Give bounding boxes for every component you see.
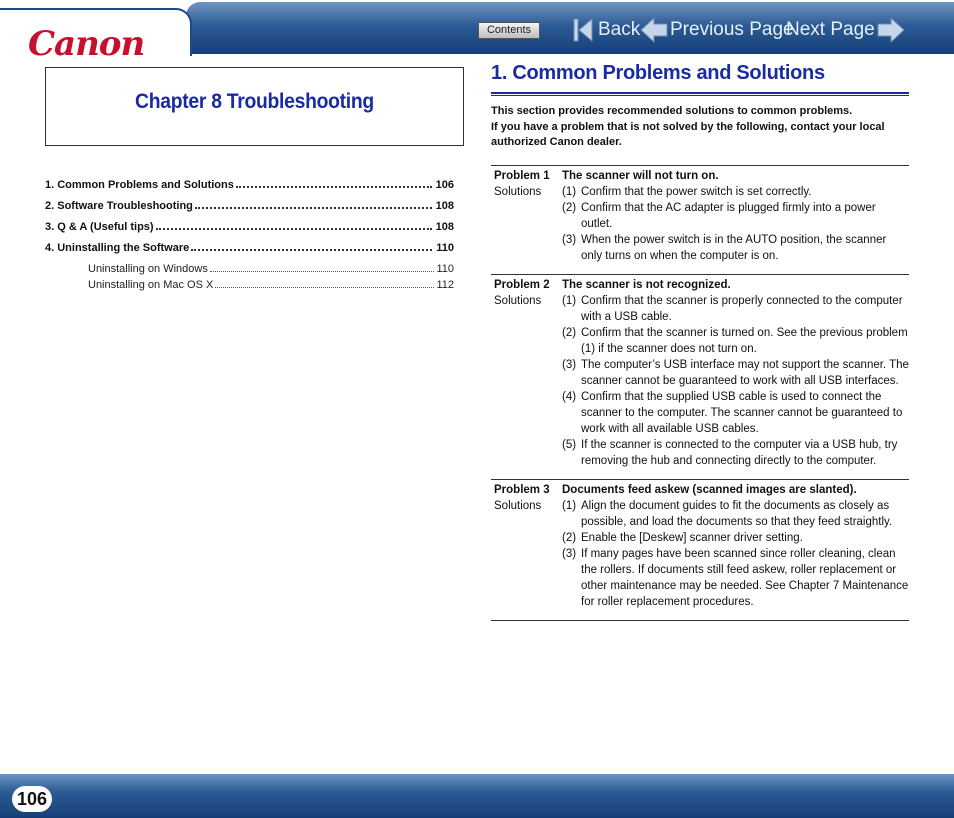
toc-entry-label: 3. Q & A (Useful tips) xyxy=(45,221,154,233)
toc-leader xyxy=(210,271,435,272)
canon-logo: Canon xyxy=(28,24,145,64)
solution-number: (1) xyxy=(562,295,577,307)
toc-entry[interactable] xyxy=(45,179,454,191)
solutions-list xyxy=(562,498,909,610)
solution-text: Enable the [Deskew] scanner driver setting. xyxy=(581,532,803,544)
solution-text: Confirm that the power switch is set correctly. xyxy=(581,186,812,198)
toc-leader xyxy=(191,249,432,251)
right-arrow-icon xyxy=(877,15,905,45)
previous-page-button[interactable] xyxy=(640,14,794,46)
toc-entry-page: 108 xyxy=(435,221,454,233)
solution-text: If many pages have been scanned since roller cleaning, clean the rollers. If documents still feed askew, roller replacement or other maintenance may be needed. See Chapter 7 Maintenance for roller replacement procedures. xyxy=(581,548,909,608)
title-underline xyxy=(491,92,909,96)
intro-line: If you have a problem that is not solved by the following, contact your local authorized Canon dealer. xyxy=(491,120,885,148)
solution-item xyxy=(562,325,909,357)
solution-text: Confirm that the scanner is turned on. See the previous problem (1) if the scanner does not turn on. xyxy=(581,327,908,355)
chapter-title: Chapter 8 Troubleshooting xyxy=(135,90,374,113)
toc-subentry-label: Uninstalling on Mac OS X xyxy=(88,279,214,291)
toc-subentry-page: 110 xyxy=(436,263,454,275)
header-bar xyxy=(0,0,954,64)
section-title: 1. Common Problems and Solutions xyxy=(491,62,825,84)
left-arrow-icon xyxy=(640,15,668,45)
toc-entry-label: 1. Common Problems and Solutions xyxy=(45,179,234,191)
problem-text: The scanner is not recognized. xyxy=(562,279,731,291)
solution-number: (2) xyxy=(562,202,577,214)
solution-item xyxy=(562,200,909,232)
solution-text: Align the document guides to fit the documents as closely as possible, and load the documents so that they feed straightly. xyxy=(581,500,893,528)
solution-number: (1) xyxy=(562,500,577,512)
solutions-label: Solutions xyxy=(494,186,542,198)
toc-entry[interactable] xyxy=(45,200,454,212)
page-number: 106 xyxy=(12,786,52,812)
footer-bar xyxy=(0,774,954,818)
problem-block xyxy=(491,479,909,610)
problem-text: The scanner will not turn on. xyxy=(562,170,719,182)
solution-item xyxy=(562,357,909,389)
problem-label: Problem 3 xyxy=(494,484,550,496)
solutions-label: Solutions xyxy=(494,295,542,307)
toc-entry[interactable] xyxy=(45,242,454,254)
solution-text: Confirm that the supplied USB cable is used to connect the scanner to the computer. The scanner cannot be guaranteed to work with all available USB cables. xyxy=(581,391,903,435)
solution-number: (3) xyxy=(562,359,577,371)
solution-number: (5) xyxy=(562,439,577,451)
solution-item xyxy=(562,293,909,325)
toc-entry-page: 108 xyxy=(435,200,454,212)
toc-subentry-page: 112 xyxy=(436,279,454,291)
solutions-list xyxy=(562,184,909,264)
solution-item xyxy=(562,184,909,200)
toc-subentry[interactable] xyxy=(88,263,454,275)
problem-text: Documents feed askew (scanned images are slanted). xyxy=(562,484,857,496)
problem-block xyxy=(491,165,909,264)
solution-number: (2) xyxy=(562,532,577,544)
contents-button[interactable]: Contents xyxy=(478,22,540,39)
back-to-start-icon xyxy=(572,15,594,45)
toc-leader xyxy=(195,207,432,209)
problem-block xyxy=(491,274,909,469)
solution-number: (2) xyxy=(562,327,577,339)
table-bottom-rule xyxy=(491,620,909,621)
solution-text: Confirm that the AC adapter is plugged firmly into a power outlet. xyxy=(581,202,876,230)
solution-item xyxy=(562,232,909,264)
solutions-list xyxy=(562,293,909,469)
solution-number: (1) xyxy=(562,186,577,198)
solution-item xyxy=(562,389,909,437)
solution-item xyxy=(562,530,909,546)
toc-entry-label: 2. Software Troubleshooting xyxy=(45,200,193,212)
solutions-label: Solutions xyxy=(494,500,542,512)
toc-entry-page: 110 xyxy=(436,242,454,254)
previous-page-label: Previous Page xyxy=(670,19,794,40)
solution-number: (3) xyxy=(562,234,577,246)
toc-entry-page: 106 xyxy=(435,179,454,191)
solution-item xyxy=(562,546,909,610)
intro-line: This section provides recommended solutions to common problems. xyxy=(491,105,853,117)
problem-label: Problem 2 xyxy=(494,279,550,291)
toc-subentry[interactable] xyxy=(88,279,454,291)
toc-entry[interactable] xyxy=(45,221,454,233)
problem-label: Problem 1 xyxy=(494,170,550,182)
toc-leader xyxy=(215,287,434,288)
solution-item xyxy=(562,498,909,530)
toc-leader xyxy=(236,186,432,188)
next-page-label: Next Page xyxy=(786,19,875,40)
solution-text: The computer’s USB interface may not support the scanner. The scanner cannot be guaranteed to work with all USB interfaces. xyxy=(581,359,909,387)
solution-number: (4) xyxy=(562,391,577,403)
back-label: Back xyxy=(598,19,641,40)
toc-leader xyxy=(156,228,432,230)
chapter-title-box xyxy=(45,67,464,146)
solution-number: (3) xyxy=(562,548,577,560)
logo-tab xyxy=(0,8,192,64)
next-page-button[interactable] xyxy=(786,14,905,46)
toc-subentry-label: Uninstalling on Windows xyxy=(88,263,208,275)
solution-text: If the scanner is connected to the computer via a USB hub, try removing the hub and connecting directly to the computer. xyxy=(581,439,898,467)
toc-entry-label: 4. Uninstalling the Software xyxy=(45,242,190,254)
section-intro xyxy=(491,104,909,151)
solution-text: Confirm that the scanner is properly connected to the computer with a USB cable. xyxy=(581,295,903,323)
solution-item xyxy=(562,437,909,469)
solution-text: When the power switch is in the AUTO position, the scanner only turns on when the computer is on. xyxy=(581,234,887,262)
back-button[interactable] xyxy=(572,14,640,46)
